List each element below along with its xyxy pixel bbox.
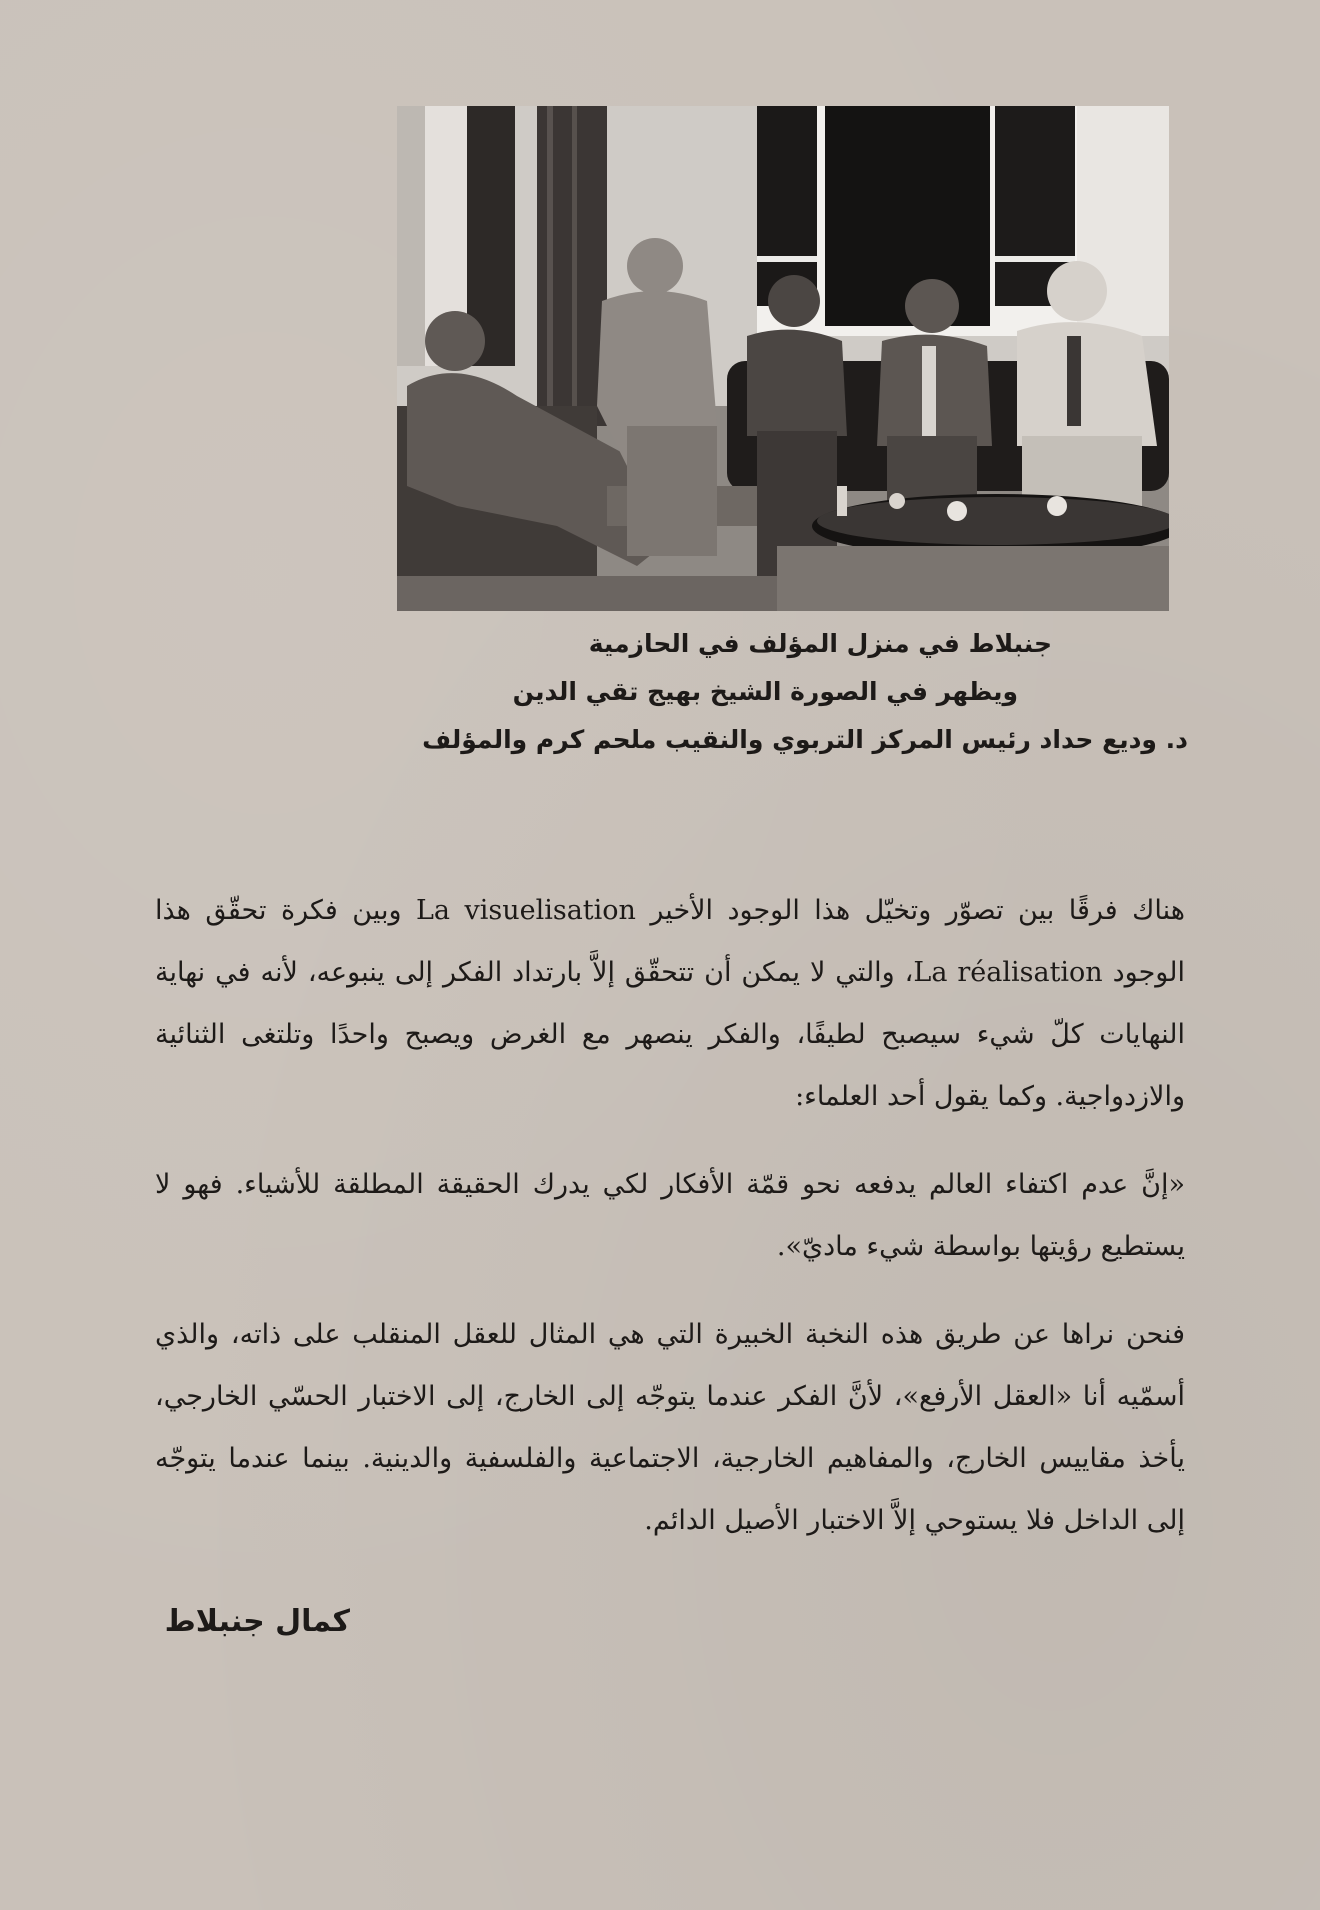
caption-line-1: جنبلاط في منزل المؤلف في الحازمية xyxy=(588,629,1052,658)
author-signature: كمال جنبلاط xyxy=(164,1604,350,1639)
paragraph-1: هناك فرقًا بين تصوّر وتخيّل هذا الوجود الأخير La visuelisation وبين فكرة تحقّق هذا الوجود La réalisation، والتي لا يمكن أن تتحقّق إلاَّ بارتداد الفكر إلى ينبوعه، لأنه في نهاية النهايات كلّ شيء سيصبح لطيفًا، والفكر ينصهر مع الغرض ويصبح واحدًا وتلتغى الثنائية والازدواجية. وكما يقول أحد العلماء: xyxy=(155,895,1185,1112)
caption-line-3: د. وديع حداد رئيس المركز التربوي والنقيب ملحم كرم والمؤلف xyxy=(422,725,1188,754)
quote-paragraph: «إنَّ عدم اكتفاء العالم يدفعه نحو قمّة الأفكار لكي يدرك الحقيقة المطلقة للأشياء. فهو لا يستطيع رؤيتها بواسطة شيء ماديّ». xyxy=(155,1169,1185,1262)
body-text xyxy=(155,880,1185,1552)
photo-caption xyxy=(360,620,1240,764)
caption-line-2: ويظهر في الصورة الشيخ بهيج تقي الدين xyxy=(512,677,1018,706)
photo-image xyxy=(397,106,1169,611)
group-photo xyxy=(397,106,1169,611)
paragraph-2: فنحن نراها عن طريق هذه النخبة الخبيرة التي هي المثال للعقل المنقلب على ذاته، والذي أسمّيه أنا «العقل الأرفع»، لأنَّ الفكر عندما يتوجّه إلى الخارج، إلى الاختبار الحسّي الخارجي، يأخذ مقاييس الخارج، والمفاهيم الخارجية، الاجتماعية والفلسفية والدينية. بينما عندما يتوجّه إلى الداخل فلا يستوحي إلاَّ الاختبار الأصيل الدائم. xyxy=(155,1319,1185,1536)
